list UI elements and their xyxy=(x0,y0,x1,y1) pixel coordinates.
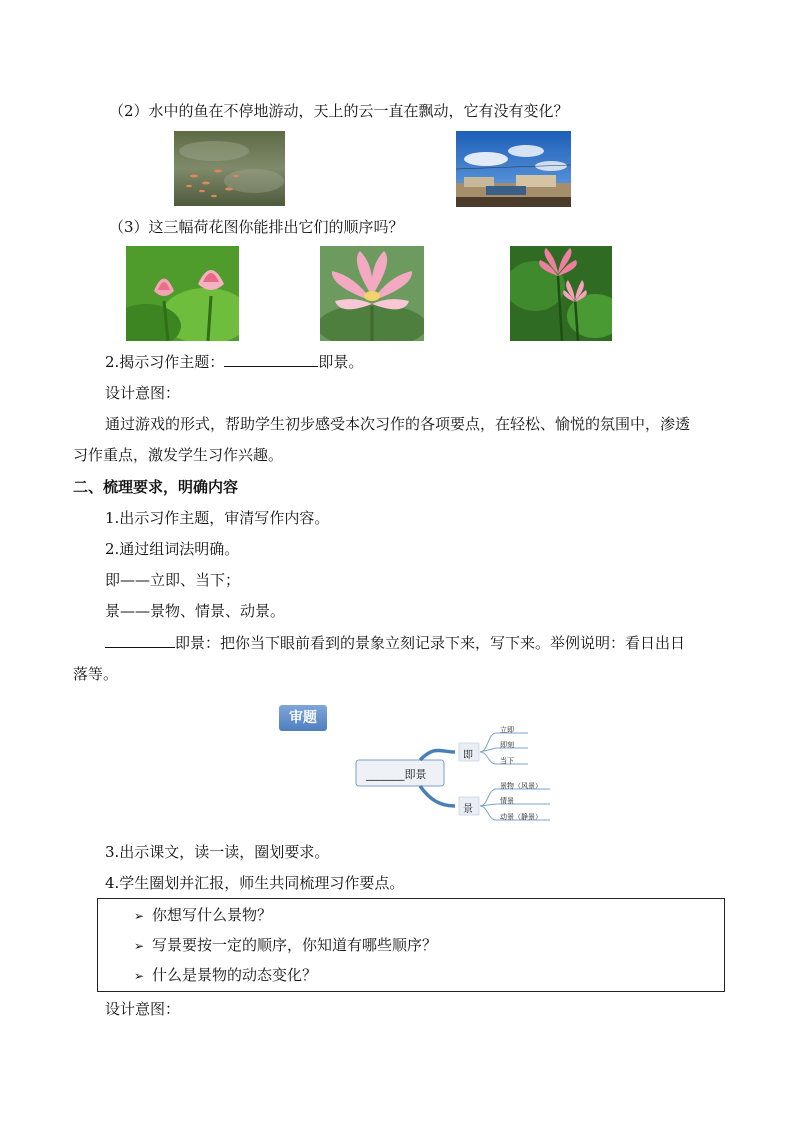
mind-ji-item: 立即 xyxy=(500,726,514,734)
arrow-bullet-icon: ➢ xyxy=(134,909,145,923)
step-1: 1.出示习作主题，审清写作内容。 xyxy=(105,509,330,527)
question-2: （2）水中的鱼在不停地游动，天上的云一直在飘动，它有没有变化？ xyxy=(109,102,569,120)
theme-blank xyxy=(224,352,318,367)
mind-jing-item: 景物（风景） xyxy=(500,782,542,790)
key-point-text: 什么是景物的动态变化？ xyxy=(152,966,318,984)
mind-ji-item: 当下 xyxy=(500,757,514,765)
design-intent-label-2: 设计意图： xyxy=(105,1000,181,1018)
arrow-bullet-icon: ➢ xyxy=(134,969,145,983)
lotus-bloom-photo xyxy=(320,246,424,341)
key-points-box xyxy=(97,898,725,992)
key-point xyxy=(134,905,272,926)
step-4: 4.学生圈划并汇报，师生共同梳理习作要点。 xyxy=(105,874,405,892)
lotus-bud-photo xyxy=(126,246,239,341)
jijing-definition-line-2: 落等。 xyxy=(73,665,119,683)
design-intent-line-1: 通过游戏的形式，帮助学生初步感受本次习作的各项要点，在轻松、愉悦的氛围中，渗透 xyxy=(105,415,691,433)
key-point xyxy=(134,935,437,956)
mind-map xyxy=(270,700,570,828)
reveal-suffix: 即景。 xyxy=(318,353,364,371)
question-3: （3）这三幅荷花图你能排出它们的顺序吗？ xyxy=(109,218,404,236)
jijing-definition xyxy=(105,633,685,653)
jijing-definition-text: 即景：把你当下眼前看到的景象立刻记录下来，写下来。举例说明：看日出日 xyxy=(175,634,686,652)
step-2: 2.通过组词法明确。 xyxy=(105,540,240,558)
fish-pond-photo xyxy=(174,131,285,206)
mind-ji-item: 即刻 xyxy=(500,741,514,749)
key-point-text: 你想写什么景物？ xyxy=(152,906,273,924)
sky-cloud-photo xyxy=(456,131,571,207)
ji-definition: 即——立即、当下； xyxy=(105,571,241,589)
arrow-bullet-icon: ➢ xyxy=(134,939,145,953)
key-point xyxy=(134,965,317,986)
mind-jing-item: 情景 xyxy=(500,797,514,805)
mind-jing-item: 动景（静景） xyxy=(500,813,542,821)
review-topic-tag: 审题 xyxy=(279,705,327,731)
mind-ji-node: 即 xyxy=(463,750,473,761)
lotus-pair-photo xyxy=(510,246,612,341)
key-point-text: 写景要按一定的顺序，你知道有哪些顺序？ xyxy=(152,936,438,954)
step-3: 3.出示课文，读一读，圈划要求。 xyxy=(105,843,330,861)
jing-definition: 景——景物、情景、动景。 xyxy=(105,602,286,620)
reveal-theme-line xyxy=(105,352,363,372)
reveal-prefix: 2.揭示习作主题： xyxy=(105,353,225,371)
mind-jing-node: 景 xyxy=(463,804,473,815)
jijing-blank xyxy=(105,633,175,648)
design-intent-label: 设计意图： xyxy=(105,384,181,402)
design-intent-line-2: 习作重点，激发学生习作兴趣。 xyxy=(73,446,284,464)
mind-center-node: _______即景 xyxy=(366,768,427,781)
section-2-title: 二、梳理要求，明确内容 xyxy=(73,478,239,496)
